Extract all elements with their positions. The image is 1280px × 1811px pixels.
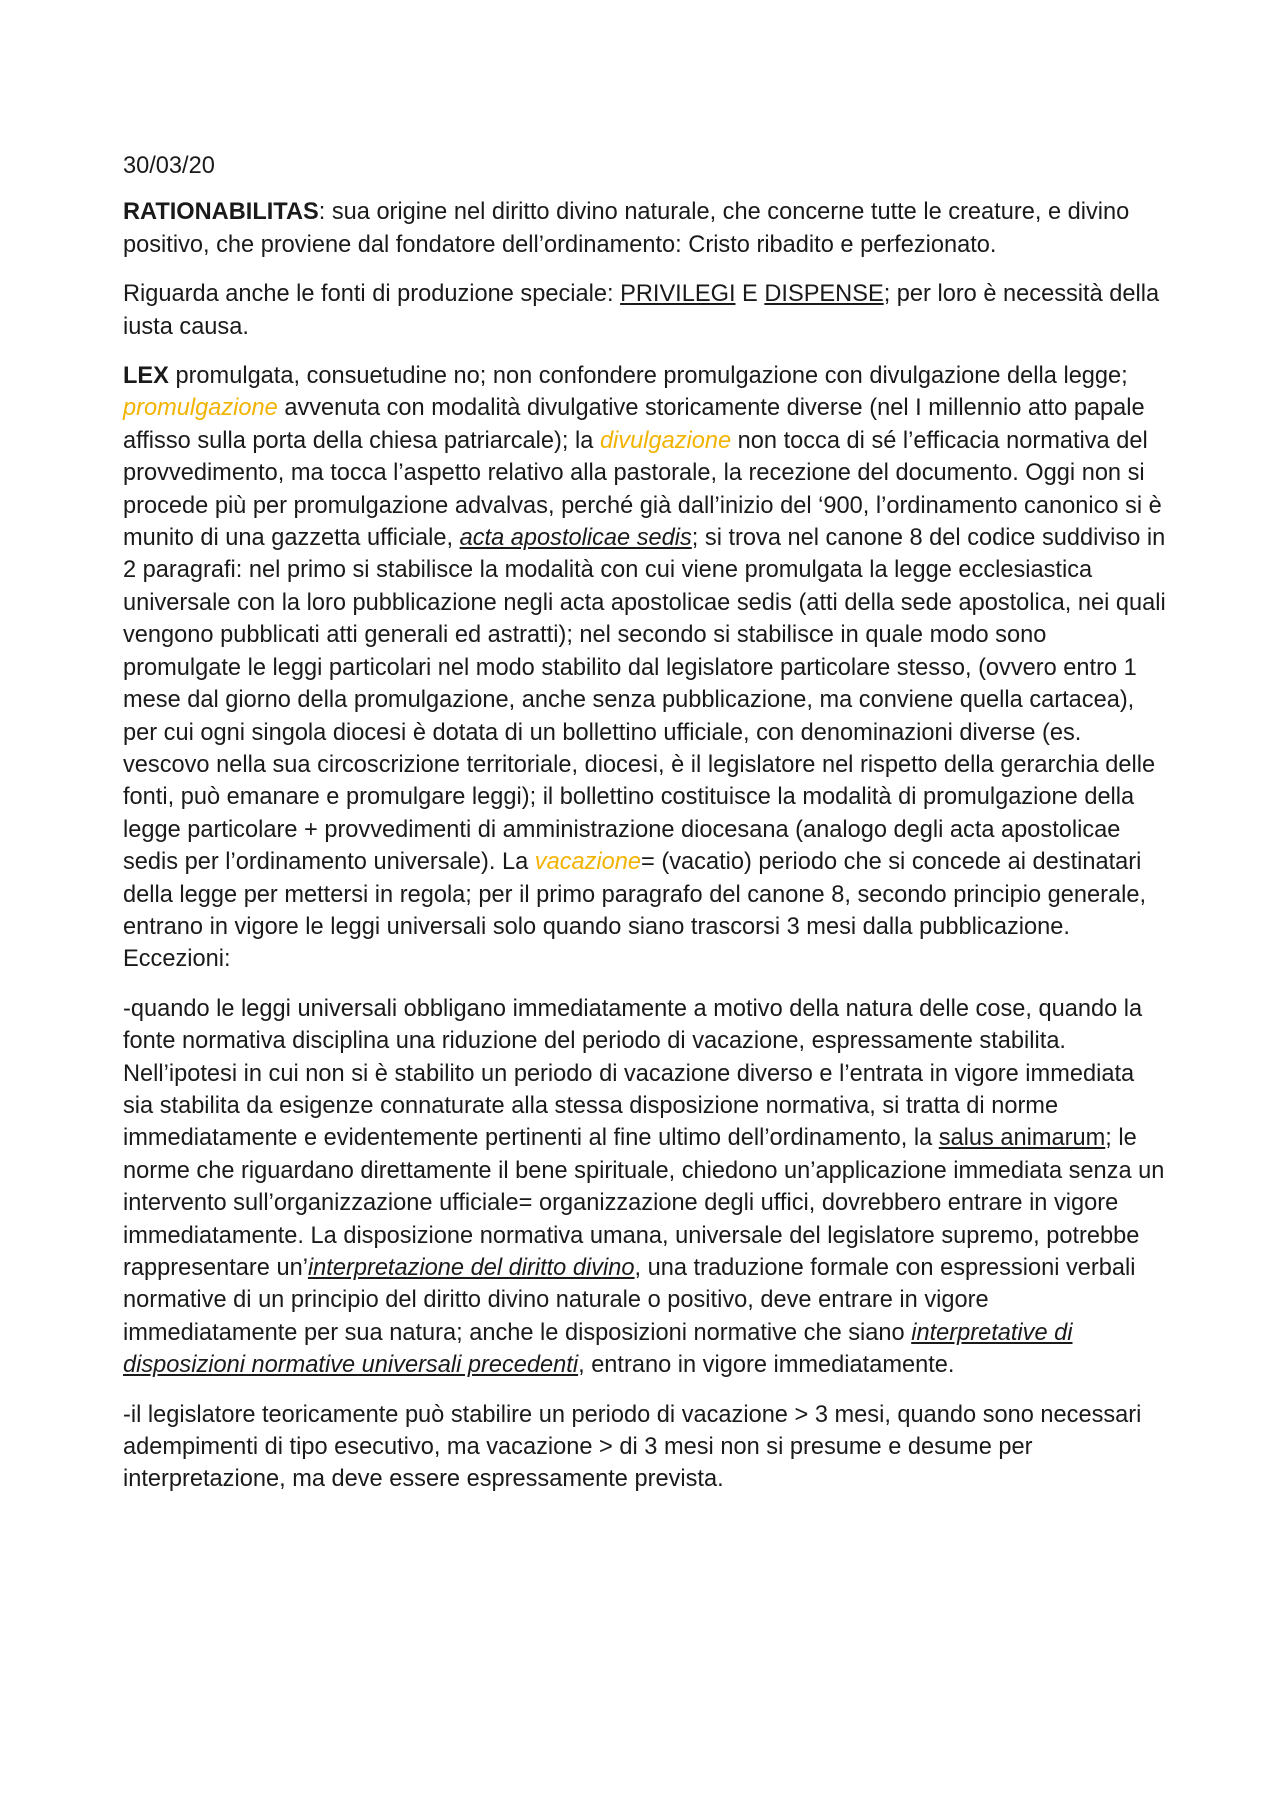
paragraph-rationabilitas bbox=[123, 196, 1168, 261]
term-lex: LEX bbox=[123, 363, 169, 390]
paragraph-text: -il legislatore teoricamente può stabilire un periodo di vacazione > 3 mesi, quando sono necessari adempimenti di tipo esecutivo, ma vacazione > di 3 mesi non si presume e desume per interpretazione, ma deve essere espressamente prevista. bbox=[123, 1401, 1142, 1493]
emphasis-disposizioni-interpretative: interpretative di disposizioni normative universali precedenti bbox=[123, 1319, 1073, 1379]
emphasis-interpretazione-diritto-divino: interpretazione del diritto divino bbox=[307, 1255, 635, 1281]
paragraph-text: ; si trova nel canone 8 del codice suddiviso in 2 paragrafi: nel primo si stabilisce la modalità con cui viene promulgata la legge ecclesiastica universale con la loro pubblicazione negli acta apostolicae sedis (atti della sede apostolica, nei quali vengono pubblicati atti generali ed astratti); nel secondo si stabilisce in quale modo sono promulgate le leggi particolari nel modo stabilito dal legislatore particolare stesso, (ovvero entro 1 mese dal giorno della promulgazione, anche senza pubblicazione, ma conviene quella cartacea), per cui ogni singola diocesi è dotata di un bollettino ufficiale, con denominazioni diverse (es. vescovo nella sua circoscrizione territoriale, diocesi, è il legislatore nel rispetto della gerarchia delle fonti, può emanare e promulgare leggi); il bollettino costituisce la modalità di promulgazione della legge particolare + provvedimenti di amministrazione diocesana (analogo degli acta apostolicae sedis per l’ordinamento universale). La bbox=[123, 525, 1166, 876]
paragraph-text: ; per loro è necessità della iusta causa. bbox=[123, 281, 1160, 340]
paragraph-text: : sua origine nel diritto divino naturale, che concerne tutte le creature, e divino positivo, che proviene dal fondatore dell’ordinamento: Cristo ribadito e perfezionato. bbox=[123, 199, 1130, 258]
term-rationabilitas: RATIONABILITAS bbox=[123, 199, 319, 226]
paragraph-eccezione-2 bbox=[123, 1399, 1168, 1496]
paragraph-eccezione-1 bbox=[123, 993, 1168, 1382]
paragraph-lex bbox=[123, 360, 1168, 976]
underlined-dispense: DISPENSE bbox=[764, 281, 884, 308]
paragraph-text: non tocca di sé l’efficacia normativa del provvedimento, ma tocca l’aspetto relativo alla pastorale, la recezione del documento. Oggi non si procede più per promulgazione advalvas, perché già dall’inizio del ‘900, l’ordinamento canonico si è munito di una gazzetta ufficiale, bbox=[123, 427, 1162, 552]
paragraph-text: , una traduzione formale con espressioni verbali normative di un principio del diritto divino naturale o positivo, deve entrare in vigore immediatamente per sua natura; anche le disposizioni normative che siano bbox=[123, 1255, 1136, 1346]
paragraph-text: , entrano in vigore immediatamente. bbox=[578, 1352, 955, 1379]
paragraph-text: = (vacatio) periodo che si concede ai destinatari della legge per mettersi in regola; per il primo paragrafo del canone 8, secondo principio generale, entrano in vigore le leggi universali solo quando siano trascorsi 3 mesi dalla pubblicazione. Eccezioni: bbox=[123, 849, 1147, 973]
document-page bbox=[123, 150, 1168, 1513]
paragraph-fonti-speciali bbox=[123, 278, 1168, 343]
paragraph-text: -quando le leggi universali obbligano immediatamente a motivo della natura delle cose, quando la fonte normativa disciplina una riduzione del periodo di vacazione, espressamente stabilita. Nell’ipotesi in cui non si è stabilito un periodo di vacazione diverso e l’entrata in vigore immediata sia stabilita da esigenze connaturate alla stessa disposizione normativa, si tratta di norme immediatamente e evidentemente pertinenti al fine ultimo dell’ordinamento, la bbox=[123, 995, 1143, 1152]
underlined-privilegi: PRIVILEGI bbox=[620, 281, 736, 308]
highlight-divulgazione: divulgazione bbox=[599, 427, 732, 454]
emphasis-acta-apostolicae-sedis: acta apostolicae sedis bbox=[459, 525, 692, 552]
highlight-promulgazione: promulgazione bbox=[123, 395, 278, 422]
highlight-vacazione: vacazione bbox=[534, 849, 642, 876]
paragraph-text: avvenuta con modalità divulgative storicamente diverse (nel I millennio atto papale affisso sulla porta della chiesa patriarcale); la bbox=[123, 395, 1145, 454]
paragraph-text: promulgata, consuetudine no; non confondere promulgazione con divulgazione della legge; bbox=[168, 363, 1128, 390]
underlined-salus-animarum: salus animarum bbox=[938, 1125, 1106, 1152]
paragraph-text: ; le norme che riguardano direttamente il bene spirituale, chiedono un’applicazione immediata senza un intervento sull’organizzazione ufficiale= organizzazione degli uffici, dovrebbero entrare in vigore immediatamente. La disposizione normativa umana, universale del legislatore supremo, potrebbe rappresentare un’ bbox=[123, 1125, 1165, 1281]
paragraph-text: E bbox=[735, 281, 765, 308]
note-date: 30/03/20 bbox=[123, 153, 215, 179]
paragraph-text: Riguarda anche le fonti di produzione speciale: bbox=[123, 281, 621, 308]
